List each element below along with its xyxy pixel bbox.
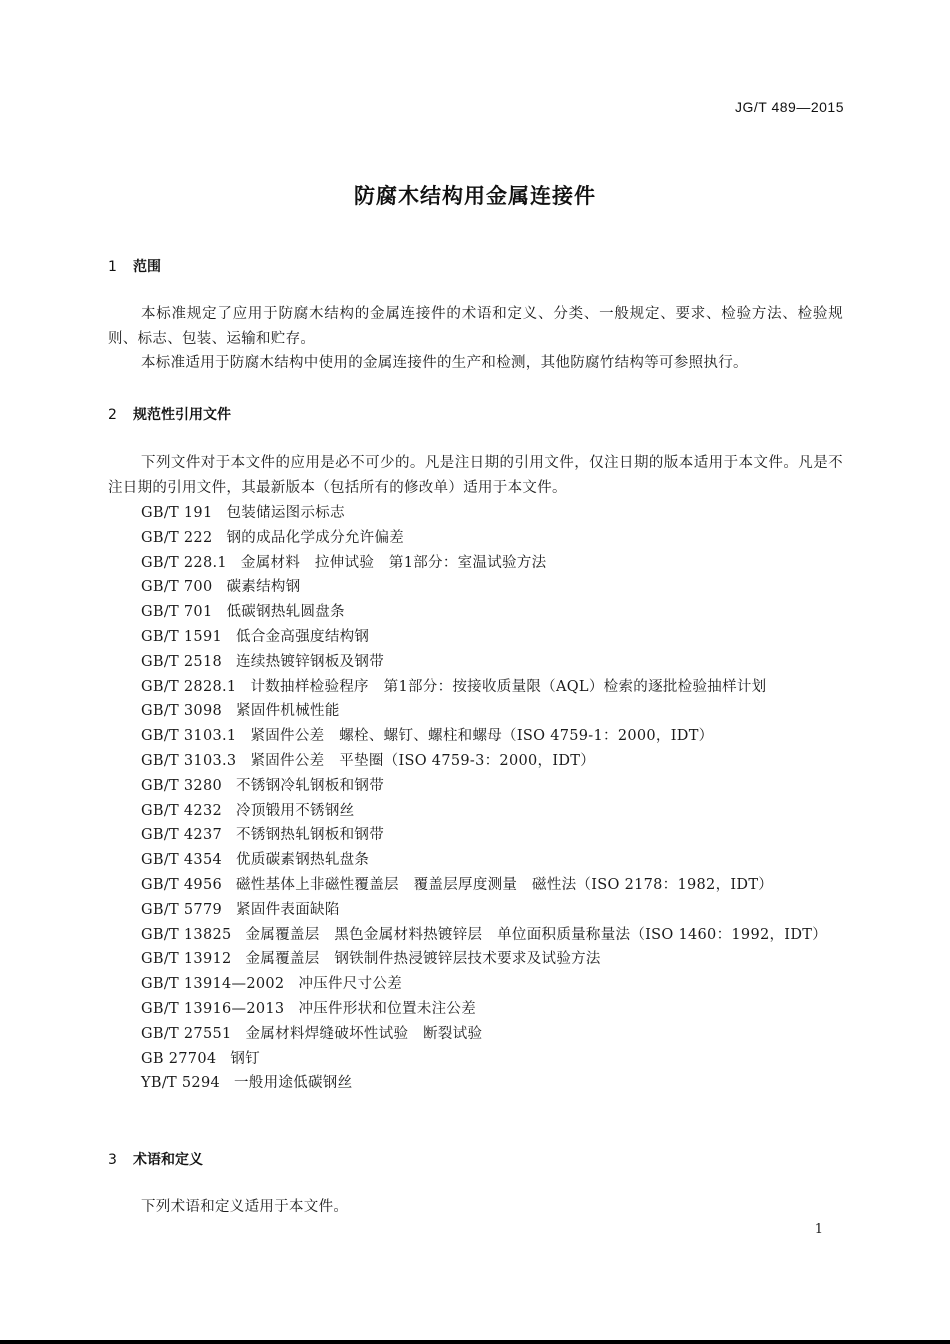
reference-code: GB/T 3098 <box>141 703 223 720</box>
reference-title: 钢钉 <box>230 1050 260 1067</box>
reference-list <box>108 501 843 1096</box>
reference-item <box>108 774 843 799</box>
reference-title: 紧固件公差 平垫圈（ISO 4759-3：2000，IDT） <box>250 752 596 769</box>
reference-item <box>108 799 843 824</box>
reference-title: 碳素结构钢 <box>226 579 301 596</box>
reference-title: 冲压件形状和位置未注公差 <box>298 1000 477 1017</box>
reference-title: 金属覆盖层 黑色金属材料热镀锌层 单位面积质量称量法（ISO 1460：1992，IDT） <box>245 926 828 943</box>
reference-title: 冷顶锻用不锈钢丝 <box>236 802 355 819</box>
reference-code: GB/T 4237 <box>141 827 223 844</box>
reference-title: 不锈钢热轧钢板和钢带 <box>236 827 385 844</box>
reference-item <box>108 823 843 848</box>
reference-item <box>108 699 843 724</box>
reference-title: 优质碳素钢热轧盘条 <box>236 852 370 869</box>
reference-code: GB/T 27551 <box>141 1025 232 1042</box>
reference-item <box>108 675 843 700</box>
reference-item <box>108 501 843 526</box>
reference-code: GB/T 4354 <box>141 852 223 869</box>
reference-item <box>108 848 843 873</box>
reference-code: GB/T 700 <box>141 579 213 596</box>
reference-item <box>108 1071 843 1096</box>
reference-code: GB/T 1591 <box>141 628 223 645</box>
reference-title: 紧固件机械性能 <box>236 703 340 720</box>
reference-title: 一般用途低碳钢丝 <box>234 1075 353 1092</box>
reference-title: 金属材料 拉伸试验 第1部分：室温试验方法 <box>240 554 547 571</box>
reference-title: 磁性基体上非磁性覆盖层 覆盖层厚度测量 磁性法（ISO 2178：1982，IDT） <box>236 876 774 893</box>
reference-title: 不锈钢冷轧钢板和钢带 <box>236 777 385 794</box>
reference-code: YB/T 5294 <box>141 1075 220 1092</box>
reference-code: GB/T 2828.1 <box>141 678 237 695</box>
reference-code: GB/T 4232 <box>141 802 223 819</box>
reference-code: GB 27704 <box>141 1050 217 1067</box>
section-title: 术语和定义 <box>133 1152 203 1168</box>
reference-code: GB/T 13912 <box>141 951 232 968</box>
section-3-intro: 下列术语和定义适用于本文件。 <box>141 1199 349 1215</box>
reference-item <box>108 600 843 625</box>
section-1-paragraph-1: 本标准规定了应用于防腐木结构的金属连接件的术语和定义、分类、一般规定、要求、检验方法、检验规则、标志、包装、运输和贮存。 <box>108 306 843 347</box>
reference-title: 金属材料焊缝破坏性试验 断裂试验 <box>245 1025 483 1042</box>
reference-code: GB/T 3103.3 <box>141 752 237 769</box>
section-number: 2 <box>108 407 117 423</box>
reference-title: 紧固件公差 螺栓、螺钉、螺柱和螺母（ISO 4759-1：2000，IDT） <box>250 728 714 745</box>
document-title: 防腐木结构用金属连接件 <box>354 184 596 208</box>
section-title: 范围 <box>133 259 161 275</box>
section-1-heading <box>108 256 161 276</box>
reference-code: GB/T 701 <box>141 604 213 621</box>
reference-code: GB/T 13914—2002 <box>141 976 285 993</box>
reference-title: 钢的成品化学成分允许偏差 <box>226 529 405 546</box>
reference-code: GB/T 222 <box>141 529 213 546</box>
reference-item <box>108 898 843 923</box>
reference-code: GB/T 228.1 <box>141 554 227 571</box>
reference-title: 低合金高强度结构钢 <box>236 628 370 645</box>
reference-title: 金属覆盖层 钢铁制件热浸镀锌层技术要求及试验方法 <box>245 951 601 968</box>
reference-item <box>108 1022 843 1047</box>
reference-item <box>108 947 843 972</box>
page-number: 1 <box>814 1222 823 1237</box>
reference-code: GB/T 2518 <box>141 653 223 670</box>
section-2-intro: 下列文件对于本文件的应用是必不可少的。凡是注日期的引用文件，仅注日期的版本适用于本文件。凡是不注日期的引用文件，其最新版本（包括所有的修改单）适用于本文件。 <box>108 455 843 496</box>
reference-title: 紧固件表面缺陷 <box>236 901 340 918</box>
reference-title: 计数抽样检验程序 第1部分：按接收质量限（AQL）检索的逐批检验抽样计划 <box>250 678 767 695</box>
reference-code: GB/T 191 <box>141 505 213 521</box>
reference-title: 连续热镀锌钢板及钢带 <box>236 653 385 670</box>
section-3-heading <box>108 1149 203 1169</box>
reference-item <box>108 575 843 600</box>
reference-title: 低碳钢热轧圆盘条 <box>226 604 345 621</box>
reference-item <box>108 1047 843 1072</box>
reference-item <box>108 650 843 675</box>
reference-item <box>108 749 843 774</box>
section-number: 1 <box>108 259 117 275</box>
bottom-rule <box>0 1340 950 1344</box>
reference-code: GB/T 5779 <box>141 901 223 918</box>
reference-code: GB/T 3103.1 <box>141 728 237 745</box>
reference-code: GB/T 4956 <box>141 876 223 893</box>
reference-title: 包装储运图示标志 <box>226 505 345 521</box>
section-title: 规范性引用文件 <box>133 407 231 423</box>
reference-item <box>108 873 843 898</box>
reference-item <box>108 923 843 948</box>
section-number: 3 <box>108 1152 117 1168</box>
reference-item <box>108 997 843 1022</box>
reference-item <box>108 972 843 997</box>
standard-code: JG/T 489—2015 <box>735 99 844 115</box>
section-2-heading <box>108 404 231 424</box>
reference-code: GB/T 13825 <box>141 926 232 943</box>
reference-item <box>108 625 843 650</box>
reference-code: GB/T 13916—2013 <box>141 1000 285 1017</box>
reference-item <box>108 551 843 576</box>
reference-code: GB/T 3280 <box>141 777 223 794</box>
section-1-paragraph-2: 本标准适用于防腐木结构中使用的金属连接件的生产和检测，其他防腐竹结构等可参照执行。 <box>141 355 748 371</box>
reference-item <box>108 724 843 749</box>
reference-item <box>108 526 843 551</box>
reference-title: 冲压件尺寸公差 <box>298 976 403 993</box>
